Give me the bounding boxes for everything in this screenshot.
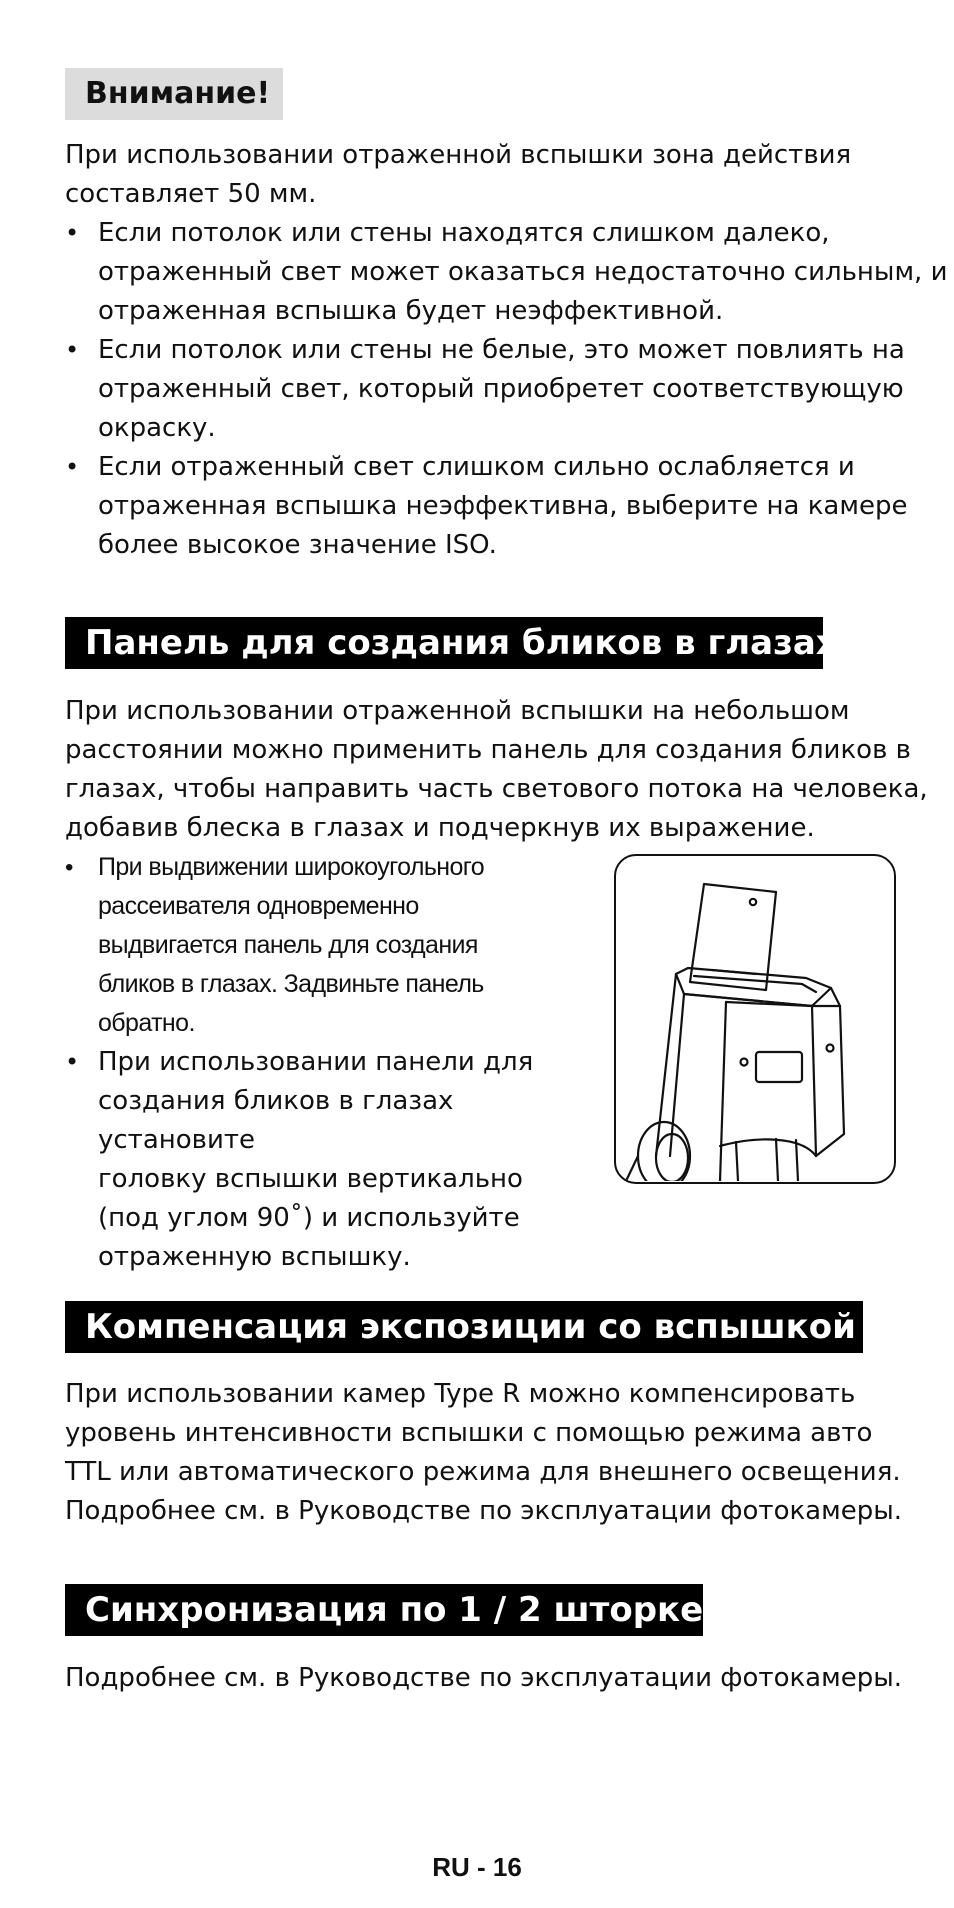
exposure-body-line: TTL или автоматического режима для внешнего освещения.: [65, 1457, 901, 1487]
warning-heading: Внимание!: [65, 68, 283, 120]
warning-bullet-item: [65, 214, 947, 331]
bullet-line: отраженный свет, который приобретет соответствующую: [98, 374, 904, 404]
catchlight-bullet-item: [65, 848, 605, 1043]
catchlight-heading: Панель для создания бликов в глазах: [65, 617, 823, 669]
bullet-line: Если отраженный свет слишком сильно ослабляется и: [98, 452, 855, 482]
bullet-line: Если потолок или стены находятся слишком далеко,: [98, 218, 830, 248]
catchlight-bullet-item: [65, 1043, 605, 1277]
bullet-line: отраженная вспышка будет неэффективной.: [98, 296, 724, 326]
catchlight-intro: [65, 692, 928, 848]
bullet-line: обратно.: [98, 1009, 195, 1037]
bullet-line: создания бликов в глазах установите: [98, 1086, 454, 1155]
exposure-body-line: При использовании камер Type R можно компенсировать: [65, 1379, 856, 1409]
catchlight-intro-line: глазах, чтобы направить часть светового потока на человека,: [65, 774, 928, 804]
catchlight-bullet-list: [65, 848, 605, 1277]
bullet-line: головку вспышки вертикально: [98, 1164, 523, 1194]
exposure-heading: Компенсация экспозиции со вспышкой: [65, 1301, 863, 1353]
bullet-line: Если потолок или стены не белые, это может повлиять на: [98, 335, 905, 365]
exposure-body: [65, 1375, 902, 1531]
bullet-line: При использовании панели для: [98, 1047, 534, 1077]
bullet-line: (под углом 90˚) и используйте: [98, 1203, 520, 1233]
sync-heading: Синхронизация по 1 / 2 шторке: [65, 1584, 703, 1636]
bullet-line: более высокое значение ISO.: [98, 530, 497, 560]
bullet-icon: •: [65, 453, 80, 481]
warning-bullet-item: [65, 331, 947, 448]
bullet-icon: •: [65, 219, 80, 247]
bullet-line: окраску.: [98, 413, 216, 443]
bullet-icon: •: [65, 336, 80, 364]
catchlight-intro-line: расстоянии можно применить панель для создания бликов в: [65, 735, 911, 765]
bullet-line: отраженную вспышку.: [98, 1242, 411, 1272]
catchlight-intro-line: добавив блеска в глазах и подчеркнув их выражение.: [65, 813, 815, 843]
bullet-line: выдвигается панель для создания: [98, 931, 478, 959]
exposure-body-line: Подробнее см. в Руководстве по эксплуатации фотокамеры.: [65, 1496, 903, 1526]
catchlight-intro-line: При использовании отраженной вспышки на небольшом: [65, 696, 850, 726]
bullet-line: бликов в глазах. Задвиньте панель: [98, 970, 484, 998]
warning-bullet-list: [65, 214, 947, 565]
flash-catchlight-panel-icon: [616, 856, 893, 1181]
page-number: RU - 16: [432, 1852, 522, 1882]
warning-intro: [65, 136, 851, 214]
bullet-icon: •: [65, 854, 73, 881]
bullet-icon: •: [65, 1048, 80, 1076]
sync-body: Подробнее см. в Руководстве по эксплуатации фотокамеры.: [65, 1663, 903, 1693]
flash-head-illustration: [614, 854, 896, 1184]
warning-intro-line: составляет 50 мм.: [65, 179, 317, 209]
bullet-line: отраженная вспышка неэффективна, выберите на камере: [98, 491, 908, 521]
warning-bullet-item: [65, 448, 947, 565]
exposure-body-line: уровень интенсивности вспышки с помощью режима авто: [65, 1418, 873, 1448]
bullet-line: рассеивателя одновременно: [98, 892, 419, 920]
bullet-line: При выдвижении широкоугольного: [98, 853, 485, 881]
warning-intro-line: При использовании отраженной вспышки зона действия: [65, 140, 852, 170]
bullet-line: отраженный свет может оказаться недостаточно сильным, и: [98, 257, 948, 287]
